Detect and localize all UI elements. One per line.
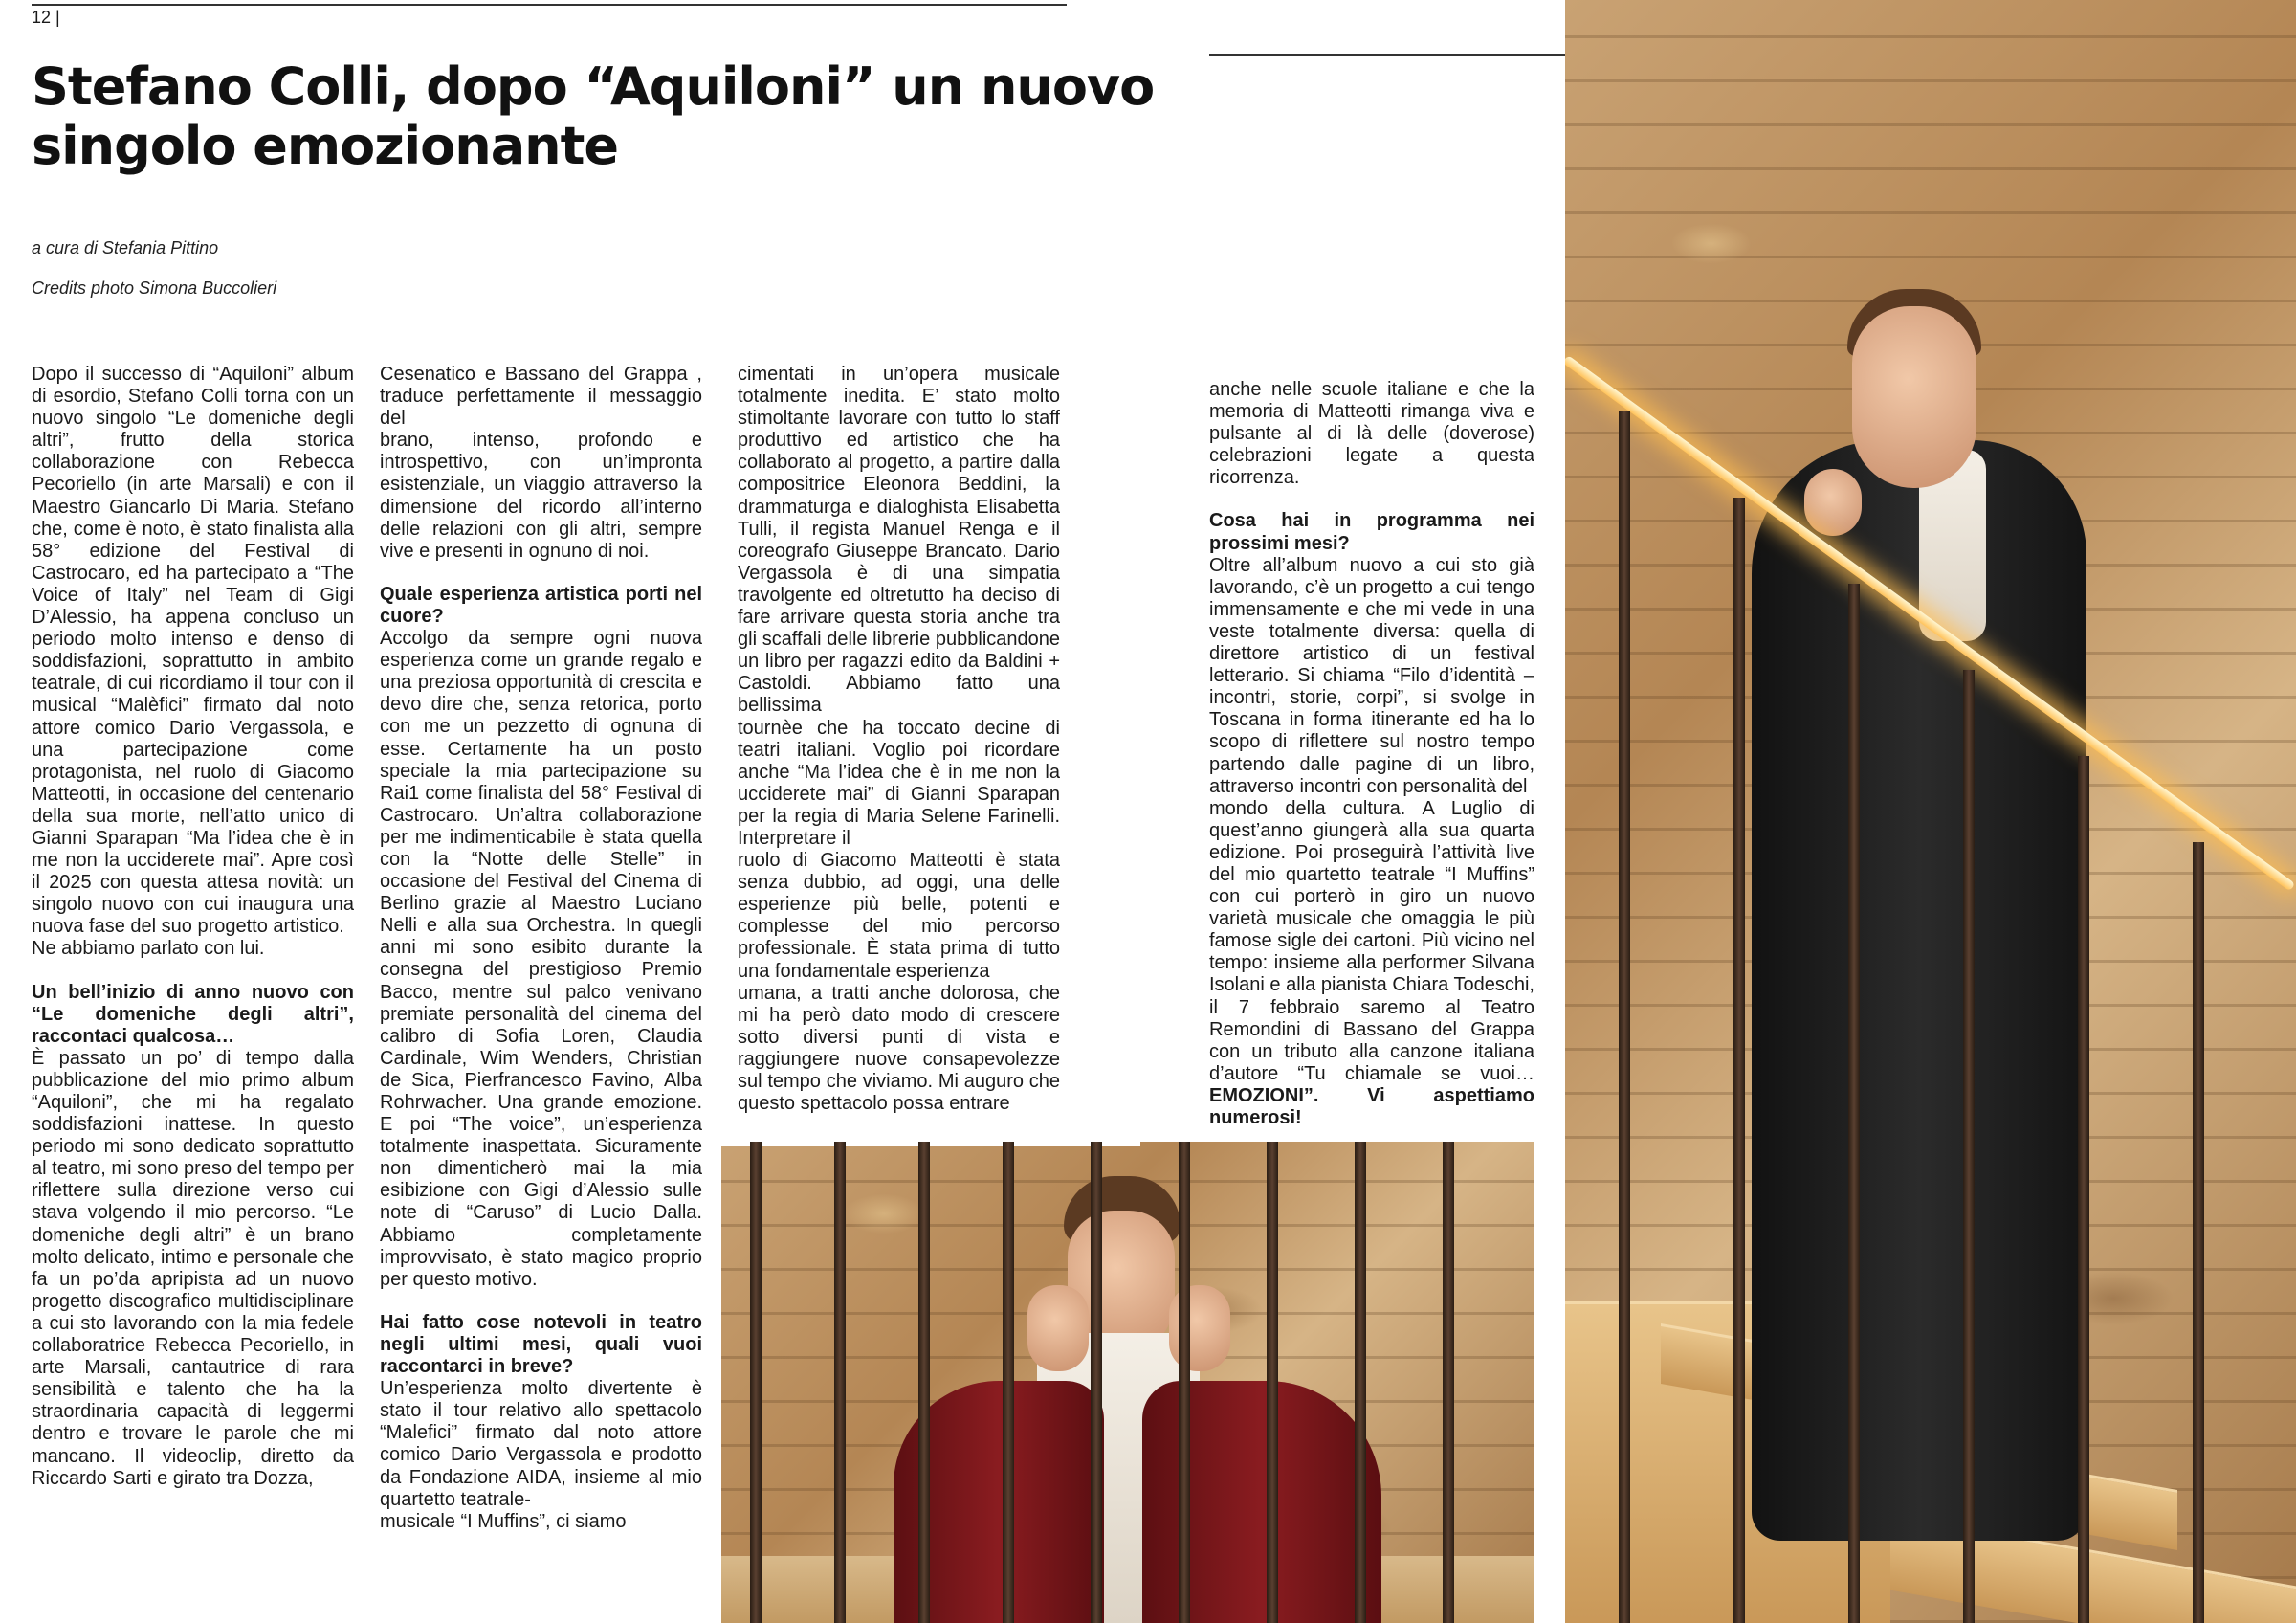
article-column-2 — [380, 364, 702, 1533]
paragraph: brano, intenso, profondo e introspettivo, con un’impronta esistenziale, un viaggio attraverso la dimensione del ricordo all’interno delle relazioni con gli altri, sempre vive e presenti in ognuno di noi. — [380, 430, 702, 562]
photo-red-jacket — [721, 1142, 1534, 1623]
paragraph: Dopo il successo di “Aquiloni” album di esordio, Stefano Colli torna con un nuovo singolo “Le domeniche degli altri”, frutto della storica collaborazione con Rebecca Pecoriello (in arte Marsali) e con il Maestro Giancarlo Di Maria. Stefano che, come è noto, è stato finalista alla 58° edizione del Festival di Castrocaro, ed ha partecipato a “The Voice of Italy” nel Team di Gigi D’Alessio, ha appena concluso un periodo molto intenso e denso di soddisfazioni, soprattutto in ambito teatrale, di cui ricordiamo il tour con il musical “Malèfici” firmato dal noto attore comico Dario Vergassola, e una partecipazione come protagonista, nel ruolo di Giacomo Matteotti, in occasione del centenario della sua morte, nell’atto unico di Gianni Sparapan “Ma l’idea che è in me non la ucciderete mai”. Apre così il 2025 con questa attesa novità: un singolo nuovo con cui inaugura una nuova fase del suo progetto artistico. — [32, 364, 354, 938]
paragraph: È passato un po’ di tempo dalla pubblicazione del mio primo album “Aquiloni”, che mi ha regalato soddisfazioni inattese. In questo periodo mi sono dedicato soprattutto al teatro, mi sono preso del tempo per riflettere sulla direzione verso cui stava volgendo il mio percorso. “Le domeniche degli altri” è un brano molto delicato, intimo e personale che fa un po’da apripista ad un nuovo progetto discografico multidisciplinare a cui sto lavorando con la mia fedele collaboratrice Rebecca Pecoriello, in arte Marsali, cantautrice di rara sensibilità e talento che ha la straordinaria capacità di leggermi dentro e trovare le parole che mi mancano. Il videoclip, diretto da Riccardo Sarti e girato tra Dozza, — [32, 1047, 354, 1489]
interview-question: Quale esperienza artistica porti nel cuore? — [380, 583, 702, 627]
article-column-1 — [32, 364, 354, 1490]
top-rule — [32, 4, 1067, 6]
article-column-4 — [1209, 379, 1534, 1129]
page-number: 12 | — [32, 8, 60, 27]
paragraph: ruolo di Giacomo Matteotti è stata senza dubbio, ad oggi, una delle esperienze più belle, potenti e complesse del mio percorso professionale. È stata prima di tutto una fondamentale esperienza — [738, 850, 1060, 982]
interview-question: Cosa hai in programma nei prossimi mesi? — [1209, 510, 1534, 554]
interview-question: Un bell’inizio di anno nuovo con “Le domeniche degli altri”, raccontaci qualcosa… — [32, 981, 354, 1047]
paragraph: musicale “I Muffins”, ci siamo — [380, 1510, 627, 1532]
article-column-3 — [738, 364, 1060, 1115]
paragraph: umana, a tratti anche dolorosa, che mi ha però dato modo di crescere sotto diversi punti di vista e raggiungere nuove consapevolezze sul tempo che viviamo. Mi auguro che questo spettacolo possa entrare — [738, 982, 1060, 1115]
interview-question: Hai fatto cose notevoli in teatro negli ultimi mesi, quali vuoi raccontarci in breve? — [380, 1311, 702, 1378]
photo-staircase — [1565, 0, 2296, 1623]
paragraph: Accolgo da sempre ogni nuova esperienza come un grande regalo e una preziosa opportunità di crescita e devo dire che, senza retorica, porto con me un pezzetto di ognuna di esse. Certamente ha un posto speciale la mia partecipazione su Rai1 come finalista del 58° Festival di Castrocaro. Un’altra collaborazione per me indimenticabile è stata quella con la “Notte delle Stelle” in occasione del Festival del Cinema di Berlino grazie al Maestro Luciano Nelli e alla sua Orchestra. In quegli anni mi sono esibito durante la consegna del prestigioso Premio Bacco, mentre sul palco venivano premiate personalità del cinema del calibro di Sofia Loren, Claudia Cardinale, Wim Wenders, Christian de Sica, Pierfrancesco Favino, Alba Rohrwacher. Una grande emozione. E poi “The voice”, un’esperienza totalmente inaspettata. Sicuramente non dimenticherò mai la mia esibizione con Gigi d’Alessio sulle note di “Caruso” di Lucio Dalla. Abbiamo completamente improvvisato, è stato magico proprio per questo motivo. — [380, 628, 702, 1290]
paragraph-text: mondo della cultura. A Luglio di quest’anno giungerà alla sua quarta edizione. Poi proseguirà l’attività live del mio quartetto teatrale “I Muffins” con cui porterò in giro un nuovo varietà musicale che omaggia le più famose sigle dei cartoni. Più vicino nel tempo: insieme alla performer Silvana Isolani e alla pianista Chiara Todeschi, il 7 febbraio saremo al Teatro Remondini di Bassano del Grappa con un tributo alla canzone italiana d’autore “Tu chiamale se vuoi… — [1209, 797, 1534, 1084]
photo-credits: Credits photo Simona Buccolieri — [32, 278, 277, 298]
paragraph: Ne abbiamo parlato con lui. — [32, 938, 265, 960]
author-line: a cura di Stefania Pittino — [32, 238, 219, 257]
paragraph: Oltre all’album nuovo a cui sto già lavorando, c’è un progetto a cui tengo immensamente e che mi vede in una veste totalmente diversa: quella di direttore artistico di un festival letterario. Si chiama “Filo d’identità – incontri, storie, corpi”, si svolge in Toscana in forma itinerante ed ha lo scopo di riflettere sul nostro tempo partendo dalle pagine di un libro, attraverso incontri con personalità del — [1209, 554, 1534, 797]
article-title: Stefano Colli, dopo “Aquiloni” un nuovo singolo emozionante — [32, 56, 1155, 176]
paragraph: Un’esperienza molto divertente è stato il tour relativo allo spettacolo “Malefici” firmato dal noto attore comico Dario Vergassola e prodotto da Fondazione AIDA, insieme al mio quartetto teatrale- — [380, 1378, 702, 1510]
header-rule-right — [1209, 54, 1565, 56]
closing-bold-text: EMOZIONI”. Vi aspettiamo numerosi! — [1209, 1084, 1534, 1128]
paragraph: Cesenatico e Bassano del Grappa , traduce perfettamente il messaggio del — [380, 364, 702, 430]
paragraph: tournèe che ha toccato decine di teatri italiani. Voglio poi ricordare anche “Ma l’idea che è in me non la ucciderete mai” di Gianni Sparapan per la regia di Maria Selene Farinelli. Interpretare il — [738, 717, 1060, 849]
paragraph: anche nelle scuole italiane e che la memoria di Matteotti rimanga viva e pulsante al di là delle (doverose) celebrazioni legate a questa ricorrenza. — [1209, 379, 1534, 489]
paragraph: cimentati in un’opera musicale totalmente inedita. E’ stato molto stimoltante lavorare con tutto lo staff produttivo ed artistico che ha collaborato al progetto, a partire dalla compositrice Eleonora Beddini, la drammaturga e dialoghista Elisabetta Tulli, il regista Manuel Renga e il coreografo Giuseppe Brancato. Dario Vergassola è di una simpatia travolgente ed oltretutto ha deciso di fare arrivare questa storia anche tra gli scaffali delle librerie pubblicandone un libro per ragazzi edito da Baldini + Castoldi. Abbiamo fatto una bellissima — [738, 364, 1060, 717]
paragraph — [1209, 798, 1534, 1129]
